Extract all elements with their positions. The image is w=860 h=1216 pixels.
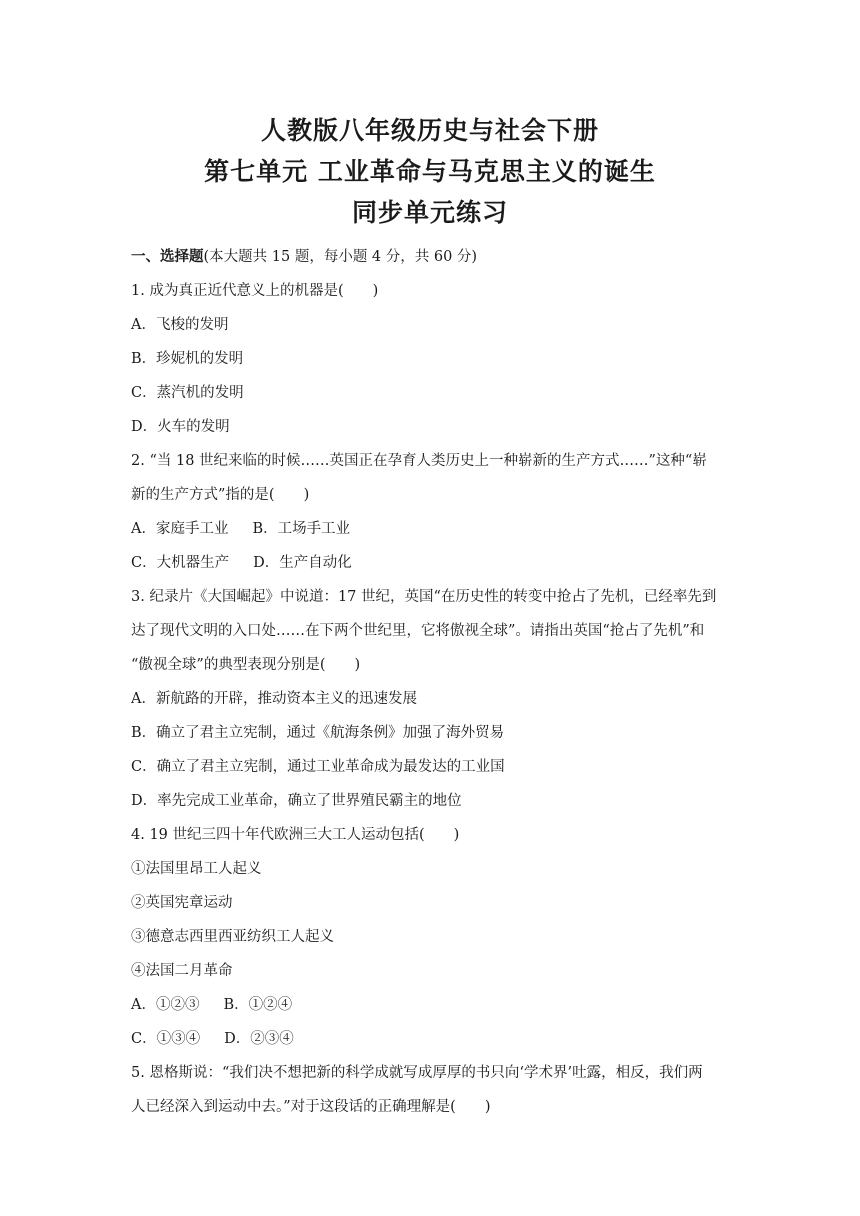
question-2-option-d: D．生产自动化 bbox=[253, 555, 352, 571]
question-4-statement-1: ①法国里昂工人起义 bbox=[131, 861, 262, 877]
question-1-option-a: A．飞梭的发明 bbox=[131, 317, 229, 333]
question-4-options-row-2 bbox=[131, 1026, 736, 1060]
question-4-statement-2: ②英国宪章运动 bbox=[131, 895, 233, 911]
question-5-stem-line-1: 5. 恩格斯说：“我们决不想把新的科学成就写成厚厚的书只向‘学术界’吐露，相反，我们两 bbox=[131, 1065, 703, 1081]
question-2-stem-line-2: 新的生产方式”指的是( ) bbox=[131, 487, 310, 503]
question-3-option-b: B．确立了君主立宪制，通过《航海条例》加强了海外贸易 bbox=[131, 725, 505, 741]
question-4-option-d: D．②③④ bbox=[224, 1031, 294, 1047]
question-2-options-row-1 bbox=[131, 516, 736, 550]
title-block bbox=[0, 110, 860, 233]
section-heading: 一、选择题 bbox=[131, 249, 204, 265]
question-list bbox=[131, 244, 736, 1128]
question-4-statement-3: ③德意志西里西亚纺织工人起义 bbox=[131, 929, 334, 945]
question-4-stem: 4. 19 世纪三四十年代欧洲三大工人运动包括( ) bbox=[131, 827, 460, 843]
question-2-option-b: B．工场手工业 bbox=[252, 521, 351, 537]
question-2-stem-line-1: 2. “当 18 世纪来临的时候……英国正在孕育人类历史上一种崭新的生产方式……”这种“崭 bbox=[131, 453, 707, 469]
question-1-option-b: B．珍妮机的发明 bbox=[131, 351, 244, 367]
question-2-option-c: C．大机器生产 bbox=[131, 555, 230, 571]
question-4-option-a: A．①②③ bbox=[131, 997, 200, 1013]
question-4-options-row-1 bbox=[131, 992, 736, 1026]
question-1-stem: 1. 成为真正近代意义上的机器是( ) bbox=[131, 283, 379, 299]
section-note: (本大题共 15 题，每小题 4 分，共 60 分) bbox=[203, 249, 478, 265]
question-3-option-d: D．率先完成工业革命，确立了世界殖民霸主的地位 bbox=[131, 793, 462, 809]
section-header bbox=[131, 244, 736, 278]
question-1-option-d: D．火车的发明 bbox=[131, 419, 230, 435]
question-5-stem-line-2: 人已经深入到运动中去。”对于这段话的正确理解是( ) bbox=[131, 1099, 491, 1115]
question-3-stem-line-3: “傲视全球”的典型表现分别是( ) bbox=[131, 657, 361, 673]
question-3-stem-line-1: 3. 纪录片《大国崛起》中说道：17 世纪，英国“在历史性的转变中抢占了先机，已经率先到 bbox=[131, 589, 717, 605]
question-3-stem-line-2: 达了现代文明的入口处……在下两个世纪里，它将傲视全球”。请指出英国“抢占了先机”和 bbox=[131, 623, 705, 639]
question-3-option-c: C．确立了君主立宪制，通过工业革命成为最发达的工业国 bbox=[131, 759, 505, 775]
question-2-options-row-2 bbox=[131, 550, 736, 584]
unit-title: 第七单元 工业革命与马克思主义的诞生 bbox=[204, 157, 656, 186]
question-4-option-c: C．①③④ bbox=[131, 1031, 201, 1047]
question-4-statement-4: ④法国二月革命 bbox=[131, 963, 233, 979]
exercise-title: 同步单元练习 bbox=[351, 198, 508, 227]
document-title: 人教版八年级历史与社会下册 bbox=[260, 116, 599, 145]
question-4-option-b: B．①②④ bbox=[223, 997, 293, 1013]
question-1-option-c: C．蒸汽机的发明 bbox=[131, 385, 244, 401]
question-3-option-a: A．新航路的开辟，推动资本主义的迅速发展 bbox=[131, 691, 417, 707]
question-2-option-a: A．家庭手工业 bbox=[131, 521, 229, 537]
